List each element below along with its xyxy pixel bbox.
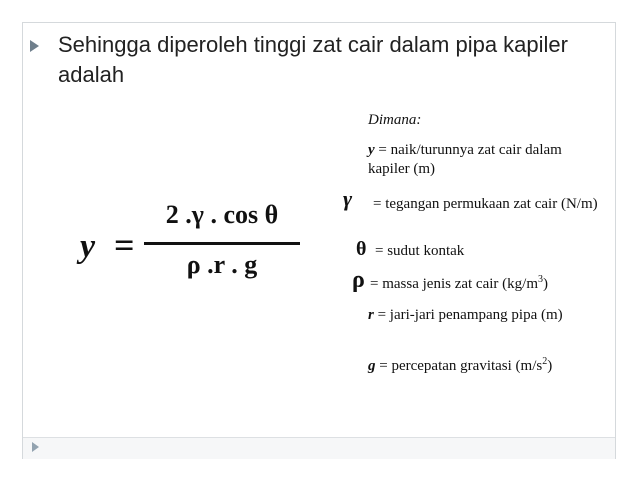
legend-symbol-g: g [368,358,376,374]
legend-text-g-end: ) [547,358,553,374]
formula-lhs: y [80,228,96,265]
legend-item-y [368,141,598,179]
legend-sup-g: 2 [542,356,548,367]
legend-text-rho: = massa jenis zat cair (kg/m [370,276,538,292]
legend-item-theta [375,242,595,261]
legend-text-g: = percepatan gravitasi (m/s [379,358,543,374]
slide-frame-right [615,22,616,459]
legend-symbol-r: r [368,307,374,323]
legend-item-gamma [368,195,598,214]
legend-text-y: = naik/turunnya zat cair dalam kapiler (m) [368,142,562,177]
legend-symbol-theta: θ [356,238,367,260]
legend-symbol-y: y [368,142,375,158]
legend-text-rho-end: ) [543,276,548,292]
bullet-arrow-icon [30,40,39,52]
legend-symbol-rho: ρ [352,267,365,293]
legend-symbol-gamma: γ [343,186,353,211]
formula-numerator: 2 .γ . cos θ [165,200,279,229]
formula-denominator: ρ .r . g [186,250,258,279]
legend-item-rho [370,275,610,294]
slide-frame-top [22,22,616,23]
legend-text-gamma: = tegangan permukaan zat cair (N/m) [373,196,598,212]
footer-arrow-icon [32,442,39,452]
legend-item-g [368,357,608,376]
slide-frame-left [22,22,23,459]
legend-text-theta: = sudut kontak [375,243,465,259]
formula [78,200,308,300]
legend-text-r: = jari-jari penampang pipa (m) [377,307,563,323]
fraction-bar [144,242,300,245]
slide-footer-bar [23,437,615,459]
formula-equals: = [114,225,135,265]
legend-item-r [368,306,588,325]
slide-heading: Sehingga diperoleh tinggi zat cair dalam pipa kapiler adalah [58,32,568,87]
legend-sup-rho: 3 [538,274,543,285]
legend-title: Dimana: [368,112,422,128]
